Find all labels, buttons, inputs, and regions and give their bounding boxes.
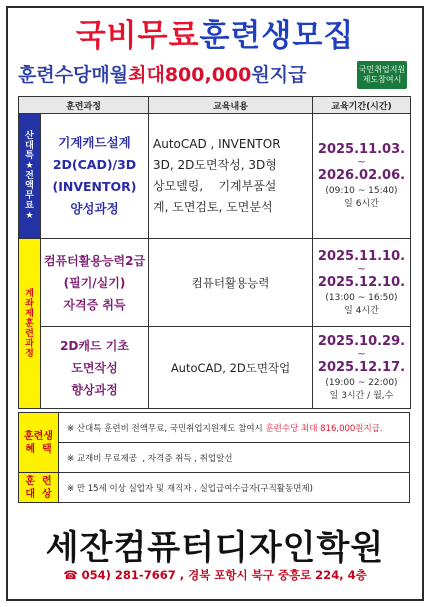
group-label-industry: 산 대 특 ★ 전 액 무 료 ★ — [19, 114, 41, 239]
label-line: 대 상 — [25, 488, 52, 500]
content-line: 상모델링, 기계부품설 — [153, 179, 277, 193]
label-line: 훈련생 — [24, 430, 53, 442]
target-text: ※ 만 15세 이상 실업자 및 재직자 , 실업급여수급자(구직활동면제) — [59, 473, 410, 503]
info-row — [19, 443, 410, 473]
course-name-line: (필기/실기) — [63, 275, 126, 290]
class-time: (09:10 ~ 15:40) — [325, 186, 398, 196]
course-name-line: 2D캐드 기초 — [60, 338, 129, 353]
end-date: 2025.12.10. — [317, 274, 406, 290]
allowance-suffix: 원지급 — [251, 64, 307, 86]
contact-text: 054) 281-7667 , 경북 포항시 북구 중흥로 224, 4층 — [81, 568, 367, 582]
target-label — [19, 473, 59, 503]
course-name-line: 향상과정 — [71, 382, 118, 397]
label-line: 혜 택 — [25, 443, 52, 455]
course-name — [41, 327, 149, 409]
course-content: AutoCAD, 2D도면작업 — [149, 327, 313, 409]
badge-line-1: 국민취업지원 — [358, 65, 406, 74]
academy-name: 세잔컴퓨터디자인학원 — [45, 528, 385, 568]
header-content: 교육내용 — [149, 97, 313, 114]
course-period — [313, 327, 411, 409]
allowance-line — [18, 60, 306, 87]
allowance-amount: 최대800,000 — [128, 64, 252, 86]
course-content: 컴퓨터활용능력 — [149, 239, 313, 327]
table-row — [19, 327, 411, 409]
end-date: 2025.12.17. — [317, 359, 406, 375]
course-table — [18, 96, 411, 409]
class-time: (19:00 ~ 22:00) — [325, 377, 398, 388]
content-line: 3D, 2D도면작성, 3D형 — [153, 158, 277, 172]
class-hours: 일 4시간 — [344, 305, 379, 316]
class-hours: 일 3시간 / 월,수 — [329, 390, 394, 401]
badge-line-2: 제도참여시 — [362, 75, 402, 84]
info-row — [19, 473, 410, 503]
course-name-line: 컴퓨터활용능력2급 — [43, 253, 146, 268]
header-period: 교육기간(시간) — [313, 97, 411, 114]
header-course: 훈련과정 — [19, 97, 149, 114]
benefit-text — [59, 413, 410, 443]
period-tilde: ~ — [357, 157, 366, 168]
benefit-label — [19, 413, 59, 473]
content-line: AutoCAD , INVENTOR — [153, 137, 281, 151]
class-hours: 일 6시간 — [344, 199, 379, 209]
table-row — [19, 239, 411, 327]
course-name — [41, 239, 149, 327]
period-tilde: ~ — [357, 348, 366, 360]
start-date: 2025.10.29. — [317, 333, 406, 349]
course-period — [313, 239, 411, 327]
course-name — [41, 114, 149, 239]
period-tilde: ~ — [357, 263, 366, 275]
table-header-row — [19, 97, 411, 114]
course-period — [313, 114, 411, 239]
course-name-line: 기계캐드설계 — [58, 135, 131, 150]
start-date: 2025.11.10. — [317, 248, 406, 264]
info-highlight: 훈련수당 최대 816,000원지급. — [265, 423, 383, 434]
info-text: ※ 산대특 훈련비 전액무료, 국민취업지원제도 참여시 — [67, 423, 266, 434]
contact-footer — [0, 567, 430, 583]
course-content — [149, 114, 313, 239]
label-line: 훈 련 — [25, 475, 52, 487]
title-recruit: 훈련생모집 — [199, 18, 355, 54]
group-label-account: 계 좌 제 훈 련 과 정 — [19, 239, 41, 409]
title-free: 국비무료 — [75, 18, 200, 54]
course-name-line: (INVENTOR) — [52, 179, 137, 194]
start-date: 2025.11.03. — [317, 142, 406, 157]
benefits-table — [18, 412, 410, 503]
course-name-line: 도면작성 — [71, 360, 118, 375]
course-name-line: 2D(CAD)/3D — [52, 157, 137, 172]
poster-title — [0, 10, 430, 55]
info-row — [19, 413, 410, 443]
phone-icon: ☎ — [63, 568, 78, 582]
program-badge — [357, 61, 407, 89]
content-line: 계, 도면검토, 도면분석 — [153, 200, 273, 214]
course-name-line: 양성과정 — [70, 201, 119, 216]
class-time: (13:00 ~ 16:50) — [325, 292, 398, 303]
benefit-text: ※ 교재비 무료제공 , 자격증 취득 , 취업알선 — [59, 443, 410, 473]
end-date: 2026.02.06. — [317, 168, 406, 183]
table-row — [19, 114, 411, 239]
course-name-line: 자격증 취득 — [63, 297, 126, 312]
allowance-prefix: 훈련수당매월 — [18, 64, 129, 86]
